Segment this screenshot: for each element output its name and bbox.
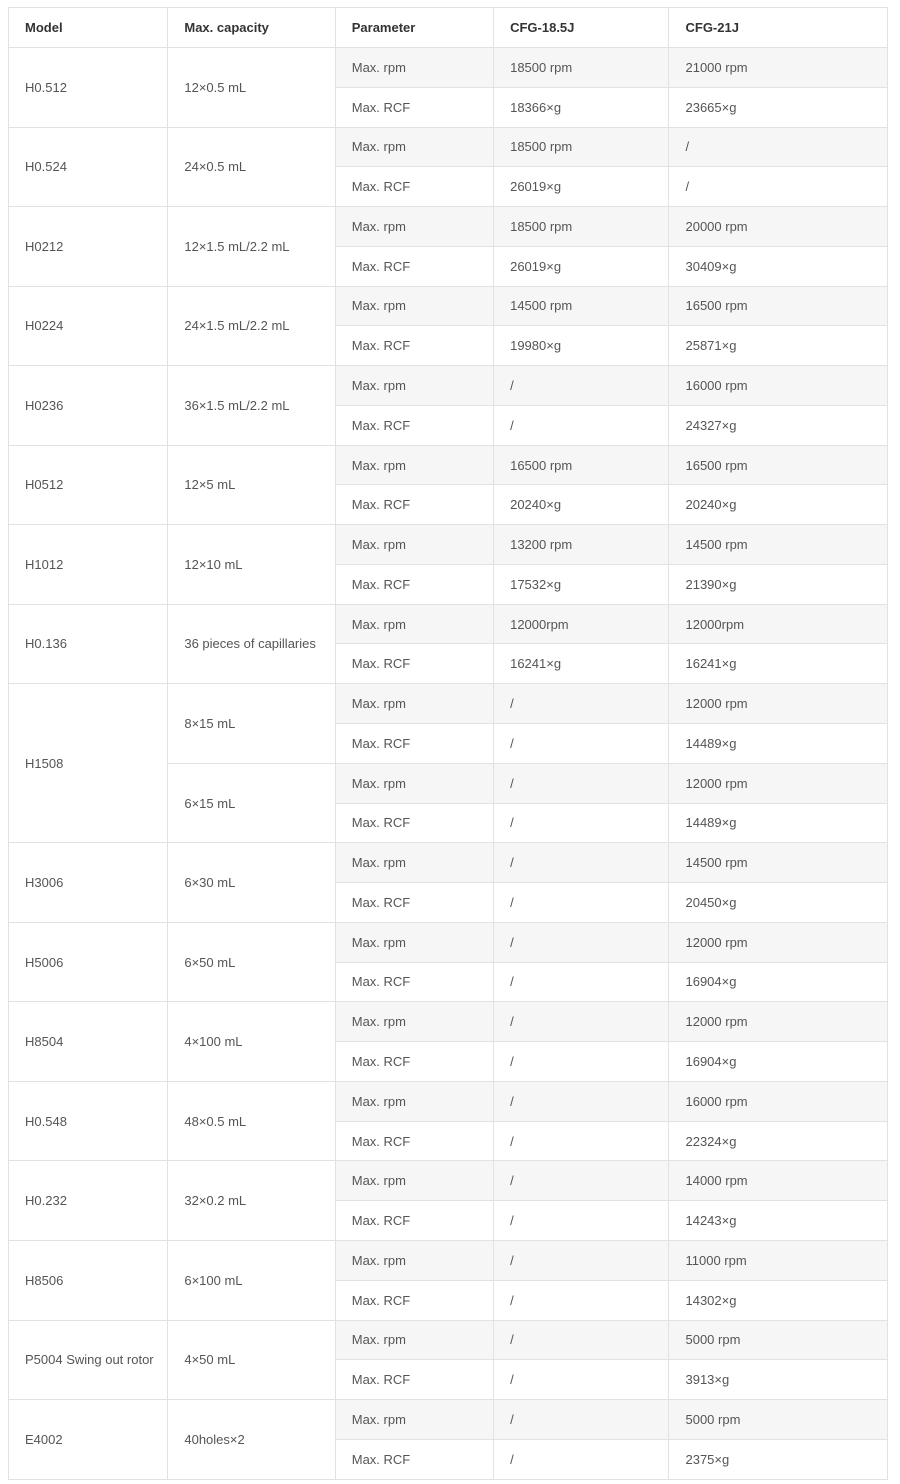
cell-model: P5004 Swing out rotor [9,1320,168,1400]
cell-model: H5006 [9,922,168,1002]
cell-cfg-21j: 3913×g [669,1360,888,1400]
cell-parameter: Max. RCF [335,405,493,445]
cell-cfg-21j: 5000 rpm [669,1320,888,1360]
cell-cfg-18-5j: / [494,1240,669,1280]
table-row [9,1400,888,1440]
cell-cfg-18-5j: / [494,1201,669,1241]
cell-parameter: Max. rpm [335,1240,493,1280]
cell-cfg-18-5j: 12000rpm [494,604,669,644]
cell-cfg-18-5j: / [494,843,669,883]
cell-cfg-18-5j: 18500 rpm [494,207,669,247]
cell-parameter: Max. RCF [335,246,493,286]
table-body [9,48,888,1480]
cell-cfg-18-5j: / [494,803,669,843]
cell-parameter: Max. RCF [335,1201,493,1241]
cell-parameter: Max. RCF [335,1042,493,1082]
cell-cfg-21j: 14243×g [669,1201,888,1241]
cell-parameter: Max. rpm [335,763,493,803]
cell-max-capacity: 6×15 mL [168,763,335,843]
cell-cfg-18-5j: 26019×g [494,246,669,286]
table-row [9,127,888,167]
header-cfg-21j: CFG-21J [669,8,888,48]
cell-cfg-18-5j: / [494,1121,669,1161]
cell-parameter: Max. RCF [335,1439,493,1479]
table-row [9,684,888,724]
cell-model: H0212 [9,207,168,287]
table-row [9,1081,888,1121]
cell-cfg-21j: 12000rpm [669,604,888,644]
cell-model: H8504 [9,1002,168,1082]
cell-cfg-21j: / [669,127,888,167]
cell-cfg-18-5j: / [494,366,669,406]
cell-parameter: Max. RCF [335,644,493,684]
cell-parameter: Max. rpm [335,1161,493,1201]
cell-cfg-21j: 16500 rpm [669,286,888,326]
cell-cfg-21j: 22324×g [669,1121,888,1161]
cell-parameter: Max. RCF [335,485,493,525]
cell-cfg-21j: 25871×g [669,326,888,366]
cell-model: H1012 [9,525,168,605]
cell-cfg-18-5j: / [494,1320,669,1360]
cell-cfg-18-5j: 14500 rpm [494,286,669,326]
cell-max-capacity: 12×1.5 mL/2.2 mL [168,207,335,287]
cell-parameter: Max. rpm [335,922,493,962]
cell-cfg-21j: 12000 rpm [669,1002,888,1042]
cell-max-capacity: 36×1.5 mL/2.2 mL [168,366,335,446]
cell-parameter: Max. RCF [335,1280,493,1320]
cell-max-capacity: 48×0.5 mL [168,1081,335,1161]
cell-max-capacity: 6×100 mL [168,1240,335,1320]
cell-parameter: Max. rpm [335,525,493,565]
table-row [9,1320,888,1360]
table-row [9,207,888,247]
cell-cfg-21j: 14000 rpm [669,1161,888,1201]
cell-cfg-18-5j: / [494,724,669,764]
cell-cfg-18-5j: 13200 rpm [494,525,669,565]
cell-cfg-18-5j: / [494,1081,669,1121]
cell-parameter: Max. RCF [335,326,493,366]
cell-max-capacity: 36 pieces of capillaries [168,604,335,684]
cell-cfg-21j: 16000 rpm [669,1081,888,1121]
cell-max-capacity: 40holes×2 [168,1400,335,1480]
cell-cfg-21j: 5000 rpm [669,1400,888,1440]
cell-model: H0.548 [9,1081,168,1161]
cell-cfg-21j: / [669,167,888,207]
header-model: Model [9,8,168,48]
cell-parameter: Max. rpm [335,366,493,406]
table-row [9,366,888,406]
cell-model: E4002 [9,1400,168,1480]
cell-cfg-18-5j: / [494,1280,669,1320]
cell-cfg-18-5j: 17532×g [494,564,669,604]
table-row [9,286,888,326]
cell-parameter: Max. RCF [335,167,493,207]
cell-parameter: Max. rpm [335,1002,493,1042]
cell-max-capacity: 24×0.5 mL [168,127,335,207]
table-row [9,843,888,883]
cell-parameter: Max. rpm [335,48,493,88]
cell-model: H0.232 [9,1161,168,1241]
cell-parameter: Max. RCF [335,803,493,843]
table-row [9,922,888,962]
rotor-spec-table-container [8,7,888,1480]
cell-parameter: Max. RCF [335,87,493,127]
cell-max-capacity: 4×50 mL [168,1320,335,1400]
table-row [9,1002,888,1042]
cell-cfg-21j: 14489×g [669,803,888,843]
cell-model: H0512 [9,445,168,525]
cell-model: H0.136 [9,604,168,684]
cell-parameter: Max. rpm [335,1400,493,1440]
cell-cfg-18-5j: 18500 rpm [494,127,669,167]
cell-cfg-18-5j: / [494,1002,669,1042]
cell-cfg-21j: 21000 rpm [669,48,888,88]
cell-cfg-21j: 20240×g [669,485,888,525]
table-row [9,445,888,485]
cell-cfg-21j: 20000 rpm [669,207,888,247]
cell-cfg-21j: 23665×g [669,87,888,127]
cell-max-capacity: 6×50 mL [168,922,335,1002]
cell-cfg-21j: 21390×g [669,564,888,604]
cell-cfg-18-5j: / [494,763,669,803]
cell-cfg-18-5j: / [494,405,669,445]
cell-parameter: Max. RCF [335,724,493,764]
cell-cfg-21j: 16904×g [669,1042,888,1082]
cell-cfg-21j: 14489×g [669,724,888,764]
cell-cfg-18-5j: / [494,1400,669,1440]
cell-cfg-18-5j: / [494,684,669,724]
cell-model: H0236 [9,366,168,446]
cell-parameter: Max. rpm [335,1081,493,1121]
cell-cfg-18-5j: 26019×g [494,167,669,207]
header-cfg-18-5j: CFG-18.5J [494,8,669,48]
cell-cfg-18-5j: / [494,1360,669,1400]
cell-max-capacity: 8×15 mL [168,684,335,764]
cell-parameter: Max. rpm [335,445,493,485]
cell-cfg-18-5j: / [494,1042,669,1082]
cell-parameter: Max. RCF [335,962,493,1002]
cell-model: H0224 [9,286,168,366]
rotor-spec-table [8,7,888,1480]
cell-cfg-21j: 16000 rpm [669,366,888,406]
cell-max-capacity: 12×5 mL [168,445,335,525]
table-row [9,525,888,565]
cell-cfg-21j: 12000 rpm [669,684,888,724]
cell-max-capacity: 24×1.5 mL/2.2 mL [168,286,335,366]
cell-parameter: Max. rpm [335,1320,493,1360]
cell-cfg-18-5j: / [494,1161,669,1201]
cell-cfg-18-5j: / [494,883,669,923]
cell-cfg-18-5j: 16241×g [494,644,669,684]
cell-cfg-18-5j: / [494,1439,669,1479]
cell-cfg-21j: 12000 rpm [669,763,888,803]
cell-cfg-21j: 16904×g [669,962,888,1002]
cell-cfg-21j: 11000 rpm [669,1240,888,1280]
table-header [9,8,888,48]
cell-model: H0.512 [9,48,168,128]
cell-max-capacity: 32×0.2 mL [168,1161,335,1241]
cell-max-capacity: 6×30 mL [168,843,335,923]
table-row [9,1240,888,1280]
cell-parameter: Max. rpm [335,843,493,883]
cell-parameter: Max. rpm [335,286,493,326]
table-row [9,1161,888,1201]
header-max-capacity: Max. capacity [168,8,335,48]
cell-model: H3006 [9,843,168,923]
cell-cfg-21j: 16241×g [669,644,888,684]
cell-parameter: Max. rpm [335,684,493,724]
cell-cfg-18-5j: 18366×g [494,87,669,127]
cell-cfg-21j: 24327×g [669,405,888,445]
cell-model: H1508 [9,684,168,843]
cell-max-capacity: 12×0.5 mL [168,48,335,128]
cell-max-capacity: 12×10 mL [168,525,335,605]
cell-cfg-21j: 2375×g [669,1439,888,1479]
cell-parameter: Max. rpm [335,127,493,167]
cell-cfg-18-5j: 18500 rpm [494,48,669,88]
cell-cfg-21j: 14302×g [669,1280,888,1320]
cell-parameter: Max. rpm [335,604,493,644]
cell-cfg-21j: 30409×g [669,246,888,286]
cell-cfg-21j: 14500 rpm [669,525,888,565]
cell-cfg-18-5j: 20240×g [494,485,669,525]
table-row [9,604,888,644]
cell-parameter: Max. rpm [335,207,493,247]
cell-parameter: Max. RCF [335,883,493,923]
cell-parameter: Max. RCF [335,1121,493,1161]
header-parameter: Parameter [335,8,493,48]
cell-cfg-21j: 12000 rpm [669,922,888,962]
cell-max-capacity: 4×100 mL [168,1002,335,1082]
cell-parameter: Max. RCF [335,1360,493,1400]
cell-cfg-18-5j: 16500 rpm [494,445,669,485]
cell-cfg-21j: 16500 rpm [669,445,888,485]
header-row [9,8,888,48]
cell-cfg-21j: 14500 rpm [669,843,888,883]
cell-cfg-21j: 20450×g [669,883,888,923]
cell-model: H8506 [9,1240,168,1320]
cell-cfg-18-5j: 19980×g [494,326,669,366]
cell-cfg-18-5j: / [494,962,669,1002]
cell-parameter: Max. RCF [335,564,493,604]
table-row [9,48,888,88]
cell-cfg-18-5j: / [494,922,669,962]
cell-model: H0.524 [9,127,168,207]
